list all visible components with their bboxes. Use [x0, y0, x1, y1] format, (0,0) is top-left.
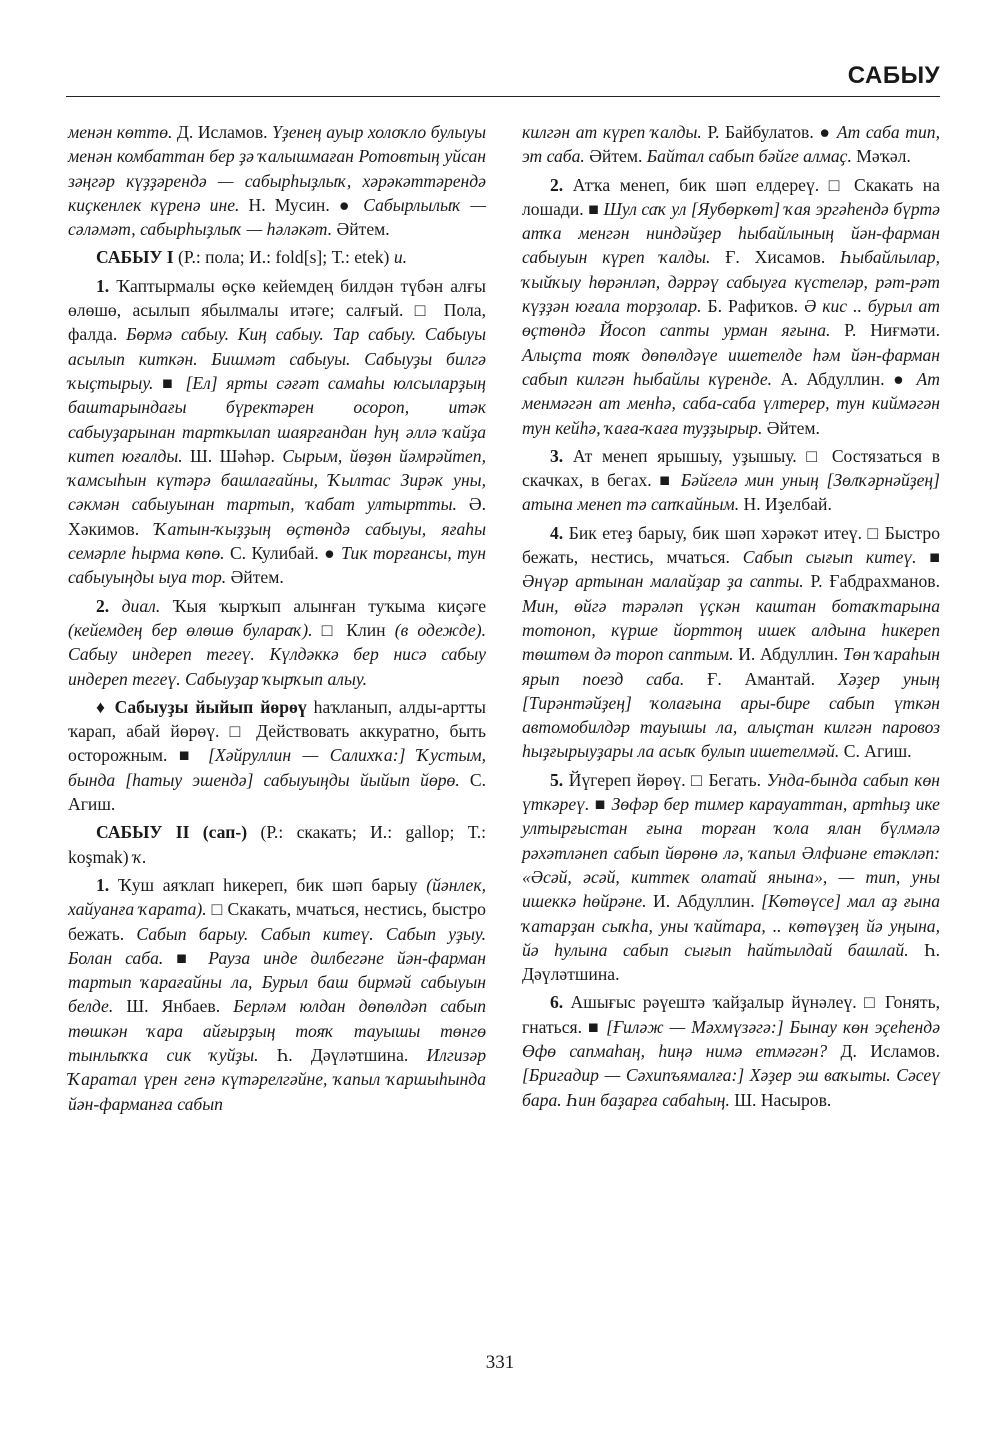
dictionary-paragraph: ♦ Сабыуҙы йыйып йөрөү һаҡланып, алды-артты ҡарап, абай йөрөү. □ Действовать аккуратно, быть осторожным. ■ [Хәйруллин — Салихҡа:] Ҡустым, бында [һатыу эшендә] сабыуыңды йыйып йөрө. С. Агиш. — [68, 696, 487, 815]
right-column — [522, 120, 940, 1116]
page-number: 331 — [485, 1352, 515, 1373]
dictionary-paragraph: 2. диал. Ҡыя ҡырҡып алынған туҡыма киҫәге (кейемдең бер өлөшө булараҡ). □ Клин (в одежде). Сабыу индереп тегеү. Күлдәккә бер нисә сабыу индереп тегеү. Сабыуҙар ҡырҡып алыу. — [68, 595, 486, 689]
dictionary-paragraph: САБЫУ I (Р.: пола; И.: fold[s]; Т.: etek) и. — [96, 247, 408, 268]
dictionary-paragraph: 1. Ҡуш аяҡлап һикереп, бик шәп барыу (йәнлек, хайуанға ҡарата). □ Скакать, мчаться, нестись, быстро бежать. Сабып барыу. Сабып китеү. Сабып уҙыу. Болан саба. ■ Рауза инде дилбегәне йән-фарман тартып ҡарағайны ла, Бурыл баш бирмәй сабыуын белде. Ш. Янбаев. Берләм юлдан дөпөлдәп сабып төшкән ҡара айғырҙың тояҡ тауышы төнгө тынлыҡҡа сик ҡуйҙы. Һ. Дәүләтшина. Илгизәр Ҡаратал үрен генә күтәрелгәйне, ҡапыл ҡаршыһында йән-фарманға сабып — [68, 874, 487, 1114]
left-column — [68, 120, 486, 1120]
running-header — [66, 60, 940, 97]
dictionary-paragraph: 2. Атҡа менеп, бик шәп елдереү. □ Скакать на лошади. ■ Шул саҡ ул [Яубөркөт] ҡая эргәһендә бүртә атҡа менгән ниндәйҙер һыбайлының йән-фарман сабыуын күреп ҡалды. Ғ. Хисамов. Һыбайлылар, ҡыйҡыу һөрәнләп, дәррәү сабыуға күстеләр, рәт-рәт күҙҙән юғала торҙолар. Б. Рафиҡов. Ә кис .. бурыл ат өҫтөндә Йосоп сапты урман яғына. Р. Ниғмәти. Алыҫта тояҡ дөпөлдәүе ишетелде һәм йән-фарман сабып килгән һыбайлы күренде. А. Абдуллин. ● Ат менмәгән ат менһә, саба-саба үлтерер, тун киймәгән тун кейһә, ҡаға-ҡаға туҙҙырыр. Әйтем. — [522, 174, 940, 438]
dictionary-paragraph: 3. Ат менеп ярышыу, уҙышыу. □ Состязаться в скачках, в бегах. ■ Бәйгелә мин уның [Зөлҡәрнәйҙең] атына менеп тә сапҡайным. Н. Иҙелбай. — [522, 445, 940, 515]
dictionary-paragraph: 6. Ашығыс рәүештә ҡайҙалыр йүнәлеү. □ Гонять, гнаться. ■ [Ғиләж — Мәхмүзәгә:] Бынау көн эҫеһендә Өфө сапмаһаң, һиңә нимә етмәгән? Д. Исламов. [Бригадир — Сәхипъямалға:] Хәҙер эш ваҡыты. Сәсеү бара. Һин баҙарға сабаһың. Ш. Насыров. — [522, 992, 940, 1110]
dictionary-paragraph: 1. Ҡаптырмалы өҫкө кейемдең билдән түбән алғы өлөшө, асылып ябылмалы итәге; салғый. □ Пола, фалда. Бөрмә сабыу. Киң сабыу. Тар сабыу. Сабыуы асылып киткән. Бишмәт сабыуы. Сабыуҙы билгә ҡыҫтырыу. ■ [Ел] ярты сәғәт самаһы юлсыларҙың баштарындағы бүректәрен осороп, итәк сабыуҙарынан тарткылап шаярғандан һуң әллә ҡайҙа китеп юғалды. Ш. Шәһәр. Сырым, йөҙөн йәмрәйтеп, ҡамсыһын күтәрә башлағайны, Ҡылтас Зирәк уны, сәкмән сабыуынан тартып, ҡабат ултыртты. Ә. Хәкимов. Ҡатын-ҡыҙҙың өҫтөндә сабыуы, яғаһы семәрле һырма көпө. С. Кулибай. ● Тик торғансы, тун сабыуыңды ыуа тор. Әйтем. — [68, 275, 487, 588]
running-head-word: САБЫУ — [847, 62, 940, 89]
dictionary-paragraph: менән көттө. Д. Исламов. Үҙенең ауыр холоҡло булыуы менән комбаттан бер ҙә ҡалышмаған Ротовтың уйсан зәңгәр күҙҙәрендә — сабырһыҙлыҡ, хәрәкәттәрендә киҫкенлек күренә ине. Н. Мусин. ● Сабырлылыҡ — сәләмәт, сабырһыҙлыҡ — һәләкәт. Әйтем. — [68, 122, 486, 240]
dictionary-paragraph: САБЫУ II (сап-) (Р.: скакать; И.: gallop; Т.: koşmak) ҡ. — [68, 822, 486, 867]
dictionary-paragraph: 4. Бик етеҙ барыу, бик шәп хәрәкәт итеү. □ Быстро бежать, нестись, мчаться. Сабып сығып китеү. ■ Әнүәр артынан малайҙар ҙа сапты. Р. Ғабдрахманов. Мин, өйгә тәрәләп үҫкән каштан ботаҡтарына тотоноп, күрше йорттоң ишек алдына һикереп төштөм дә тороп саптым. И. Абдуллин. Төн ҡараһын ярып поезд саба. Ғ. Амантай. Хәҙер уның [Тирәнтәйҙең] ҡолағына ары-бире сабып үткән автомобилдәр тауышы ла, алыҫтан килгән паровоз һыҙғырыуҙары ла асыҡ булып ишетелмәй. С. Агиш. — [522, 522, 941, 762]
dictionary-paragraph: 5. Йүгереп йөрөү. □ Бегать. Унда-бында сабып көн үткәреү. ■ Зөфәр бер тимер карауаттан, артһыҙ ике ултырғыстан ғына торған ҡола ялан бүлмәлә рәхәтләнеп сабып йөрөнө лә, ҡапыл Әлфиәне етәкләп: «Әсәй, әсәй, киттек олатай янына», — тип, уны ишеккә һөйрәне. И. Абдуллин. [Көтөүсе] мал аҙ ғына ҡатарҙан сыҡһа, уны ҡайтара, .. көтөүҙең йә уңына, йә һулына сабып сығып һайтылдай башлай. Һ. Дәүләтшина. — [522, 769, 940, 985]
dictionary-paragraph: килгән ат күреп ҡалды. Р. Байбулатов. ● Ат саба тип, эт саба. Әйтем. Байтал сабып бәйге алмаҫ. Мәҡәл. — [522, 122, 940, 167]
